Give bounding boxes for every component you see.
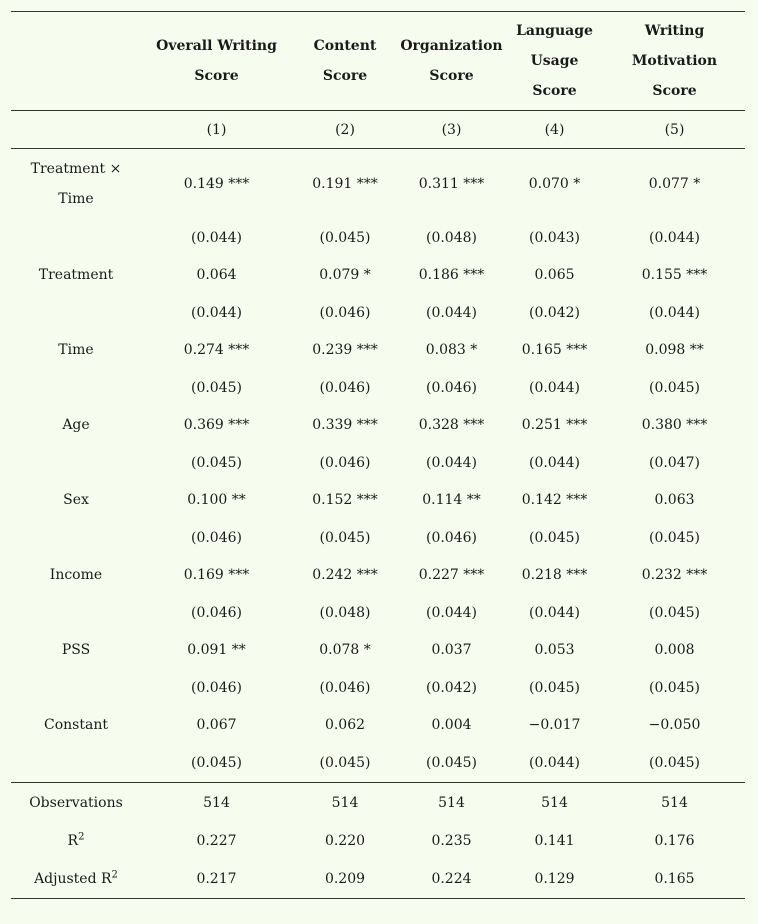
standard-error-cell: (0.048) xyxy=(319,604,371,621)
coefficient-cell: 0.079 * xyxy=(319,267,371,284)
standard-error-cell: (0.044) xyxy=(425,454,477,471)
variable-name: Treatment xyxy=(38,267,114,284)
coefficient-cell: 0.218 *** xyxy=(521,567,588,584)
table-row xyxy=(11,707,745,745)
stat-value-cell: 0.220 xyxy=(324,833,366,850)
coefficient-cell: 0.227 *** xyxy=(418,567,485,584)
coefficient-cell: 0.191 *** xyxy=(312,176,378,192)
standard-error-cell: (0.042) xyxy=(425,679,477,696)
standard-error-cell: (0.045) xyxy=(648,529,700,546)
coefficient-cell: 0.165 *** xyxy=(521,342,588,359)
variable-name-text: Treatment × Time xyxy=(30,161,122,207)
stat-value-cell: 514 xyxy=(541,794,568,811)
standard-error-cell: (0.045) xyxy=(319,229,371,246)
variable-name: PSS xyxy=(61,642,91,659)
coefficient-cell: 0.091 ** xyxy=(187,642,246,659)
header-overall-line1: Overall Writing xyxy=(156,38,277,54)
header-organization-line2: Score xyxy=(429,68,474,84)
coefficient-cell: 0.067 xyxy=(196,717,237,734)
standard-error-cell: (0.048) xyxy=(425,229,477,246)
coefficient-cell: 0.242 *** xyxy=(312,567,378,584)
standard-error-cell: (0.044) xyxy=(190,229,242,246)
standard-error-cell: (0.045) xyxy=(648,679,700,696)
variable-name: Income xyxy=(49,567,103,584)
se-label-empty xyxy=(11,444,141,482)
coefficient-cell: 0.063 xyxy=(654,492,695,509)
header-language xyxy=(505,12,604,111)
table-row-se xyxy=(11,519,745,557)
stat-value-cell: 0.165 xyxy=(604,860,745,898)
stat-name xyxy=(11,823,141,861)
coefficient-cell: 0.114 ** xyxy=(422,492,481,509)
se-label-empty xyxy=(11,594,141,632)
header-content xyxy=(292,12,398,111)
coefficient-cell: 0.083 * xyxy=(425,342,478,359)
standard-error-cell: (0.046) xyxy=(319,679,371,696)
coefficient-cell: 0.142 *** xyxy=(521,492,588,509)
se-label-empty xyxy=(11,219,141,257)
stat-row xyxy=(11,860,745,898)
stat-name-superscript: 2 xyxy=(111,869,118,881)
coefficient-cell: 0.064 xyxy=(196,267,237,284)
coefficient-cell: 0.062 xyxy=(324,717,366,734)
standard-error-cell: (0.044) xyxy=(648,229,700,246)
coefficient-cell: 0.152 *** xyxy=(312,492,378,509)
standard-error-cell: (0.044) xyxy=(528,604,580,621)
header-organization xyxy=(398,12,505,111)
standard-error-cell: (0.046) xyxy=(425,379,477,396)
header-row xyxy=(11,12,745,111)
table-row-se xyxy=(11,669,745,707)
coefficient-cell: 0.169 *** xyxy=(183,567,250,584)
standard-error-cell: (0.044) xyxy=(648,304,700,321)
coefficient-cell: 0.100 ** xyxy=(187,492,246,509)
table-row xyxy=(11,482,745,520)
stat-value-cell: 0.141 xyxy=(534,833,575,850)
coefficient-cell: −0.050 xyxy=(648,717,701,734)
coefficient-cell: 0.251 *** xyxy=(521,417,588,434)
standard-error-cell: (0.046) xyxy=(319,454,371,471)
standard-error-cell: (0.045) xyxy=(528,529,580,546)
standard-error-cell: (0.045) xyxy=(528,679,580,696)
stat-value-cell: 0.176 xyxy=(654,833,695,850)
coefficient-cell: 0.328 *** xyxy=(418,417,485,434)
standard-error-cell: (0.046) xyxy=(319,304,371,321)
stat-value-cell: 514 xyxy=(331,794,359,811)
stat-value-cell: 514 xyxy=(661,794,688,811)
standard-error-cell: (0.045) xyxy=(604,744,745,782)
coefficient-cell: 0.369 *** xyxy=(183,417,250,434)
coefficient-cell: 0.004 xyxy=(431,717,472,734)
header-corner xyxy=(11,12,141,111)
model-number: (5) xyxy=(604,111,745,149)
coefficient-cell: 0.311 *** xyxy=(418,176,485,192)
standard-error-cell: (0.045) xyxy=(648,604,700,621)
table-row-se xyxy=(11,294,745,332)
table-body xyxy=(11,149,745,899)
model-number: (1) xyxy=(141,111,292,149)
standard-error-cell: (0.044) xyxy=(528,379,580,396)
stat-value-cell: 514 xyxy=(203,794,230,811)
header-content-line1: Content xyxy=(313,38,377,54)
standard-error-cell: (0.045) xyxy=(190,454,242,471)
header-language-line1: Language xyxy=(516,23,593,39)
coefficient-cell: 0.008 xyxy=(654,642,695,659)
standard-error-cell: (0.046) xyxy=(319,379,371,396)
coefficient-cell: 0.232 *** xyxy=(641,567,708,584)
standard-error-cell: (0.046) xyxy=(190,679,242,696)
stat-row xyxy=(11,782,745,823)
standard-error-cell: (0.045) xyxy=(141,744,292,782)
table-row xyxy=(11,557,745,595)
stat-name-superscript: 2 xyxy=(78,831,85,843)
header-motivation xyxy=(604,12,745,111)
standard-error-cell: (0.045) xyxy=(292,744,398,782)
standard-error-cell: (0.042) xyxy=(528,304,580,321)
standard-error-cell: (0.046) xyxy=(190,604,242,621)
table-row xyxy=(11,257,745,295)
standard-error-cell: (0.044) xyxy=(190,304,242,321)
standard-error-cell: (0.045) xyxy=(648,379,700,396)
regression-table xyxy=(11,11,745,899)
standard-error-cell: (0.045) xyxy=(190,379,242,396)
stat-value-cell: 0.227 xyxy=(196,833,237,850)
se-label-empty xyxy=(11,369,141,407)
header-language-line2: Usage xyxy=(530,53,579,69)
coefficient-cell: 0.186 *** xyxy=(418,267,485,284)
header-motivation-line3: Score xyxy=(652,83,697,99)
table-row xyxy=(11,332,745,370)
variable-name: Constant xyxy=(44,717,108,734)
coefficient-cell: 0.037 xyxy=(431,642,472,659)
stat-name xyxy=(11,860,141,898)
table-row-se xyxy=(11,369,745,407)
stat-name xyxy=(11,782,141,823)
variable-name: Sex xyxy=(63,492,89,509)
coefficient-cell: 0.098 ** xyxy=(645,342,704,359)
coefficient-cell: 0.078 * xyxy=(319,642,371,659)
standard-error-cell: (0.044) xyxy=(425,304,477,321)
regression-table-container xyxy=(11,11,745,899)
se-label-empty xyxy=(11,669,141,707)
stat-name-text: Adjusted R xyxy=(34,870,112,887)
se-label-empty xyxy=(11,294,141,332)
standard-error-cell: (0.046) xyxy=(190,529,242,546)
table-row-se xyxy=(11,219,745,257)
coefficient-cell: 0.274 *** xyxy=(183,342,250,359)
coefficient-cell: 0.239 *** xyxy=(312,342,378,359)
header-organization-line1: Organization xyxy=(400,38,503,54)
stat-value-cell: 0.129 xyxy=(505,860,604,898)
standard-error-cell: (0.045) xyxy=(319,529,371,546)
coefficient-cell: 0.339 *** xyxy=(312,417,378,434)
standard-error-cell: (0.046) xyxy=(425,529,477,546)
coefficient-cell: 0.053 xyxy=(534,642,575,659)
coefficient-cell: 0.155 *** xyxy=(641,267,708,284)
variable-name: Age xyxy=(62,417,90,434)
standard-error-cell: (0.047) xyxy=(648,454,700,471)
variable-name: Time xyxy=(58,342,94,359)
table-row-se xyxy=(11,444,745,482)
stat-name-text: Observations xyxy=(29,794,123,811)
standard-error-cell: (0.044) xyxy=(528,454,580,471)
standard-error-cell: (0.043) xyxy=(528,229,580,246)
coefficient-cell: 0.065 xyxy=(534,267,575,284)
coefficient-cell: 0.070 * xyxy=(528,176,581,192)
model-number-row xyxy=(11,111,745,149)
standard-error-cell: (0.044) xyxy=(425,604,477,621)
header-language-line3: Score xyxy=(532,83,577,99)
coefficient-cell: 0.149 *** xyxy=(183,176,250,192)
stat-row xyxy=(11,823,745,861)
standard-error-cell: (0.044) xyxy=(505,744,604,782)
table-row-se xyxy=(11,744,745,782)
header-motivation-line2: Motivation xyxy=(631,53,718,69)
stat-value-cell: 514 xyxy=(438,794,465,811)
table-row-se xyxy=(11,594,745,632)
coefficient-cell: 0.380 *** xyxy=(641,417,708,434)
se-label-empty xyxy=(11,519,141,557)
standard-error-cell: (0.045) xyxy=(398,744,505,782)
table-row xyxy=(11,149,745,220)
model-number-corner xyxy=(11,111,141,149)
header-overall-line2: Score xyxy=(194,68,239,84)
model-number: (2) xyxy=(292,111,398,149)
stat-value-cell: 0.235 xyxy=(431,833,472,850)
variable-name xyxy=(11,149,141,220)
header-content-line2: Score xyxy=(322,68,368,84)
header-overall xyxy=(141,12,292,111)
stat-name-text: R xyxy=(67,833,79,850)
table-row xyxy=(11,632,745,670)
header-motivation-line1: Writing xyxy=(644,23,705,39)
table-row xyxy=(11,407,745,445)
stat-value-cell: 0.217 xyxy=(141,860,292,898)
se-label-empty xyxy=(11,744,141,782)
coefficient-cell: −0.017 xyxy=(528,717,581,734)
model-number: (4) xyxy=(505,111,604,149)
stat-value-cell: 0.209 xyxy=(292,860,398,898)
model-number: (3) xyxy=(398,111,505,149)
coefficient-cell: 0.077 * xyxy=(648,176,701,192)
stat-value-cell: 0.224 xyxy=(398,860,505,898)
